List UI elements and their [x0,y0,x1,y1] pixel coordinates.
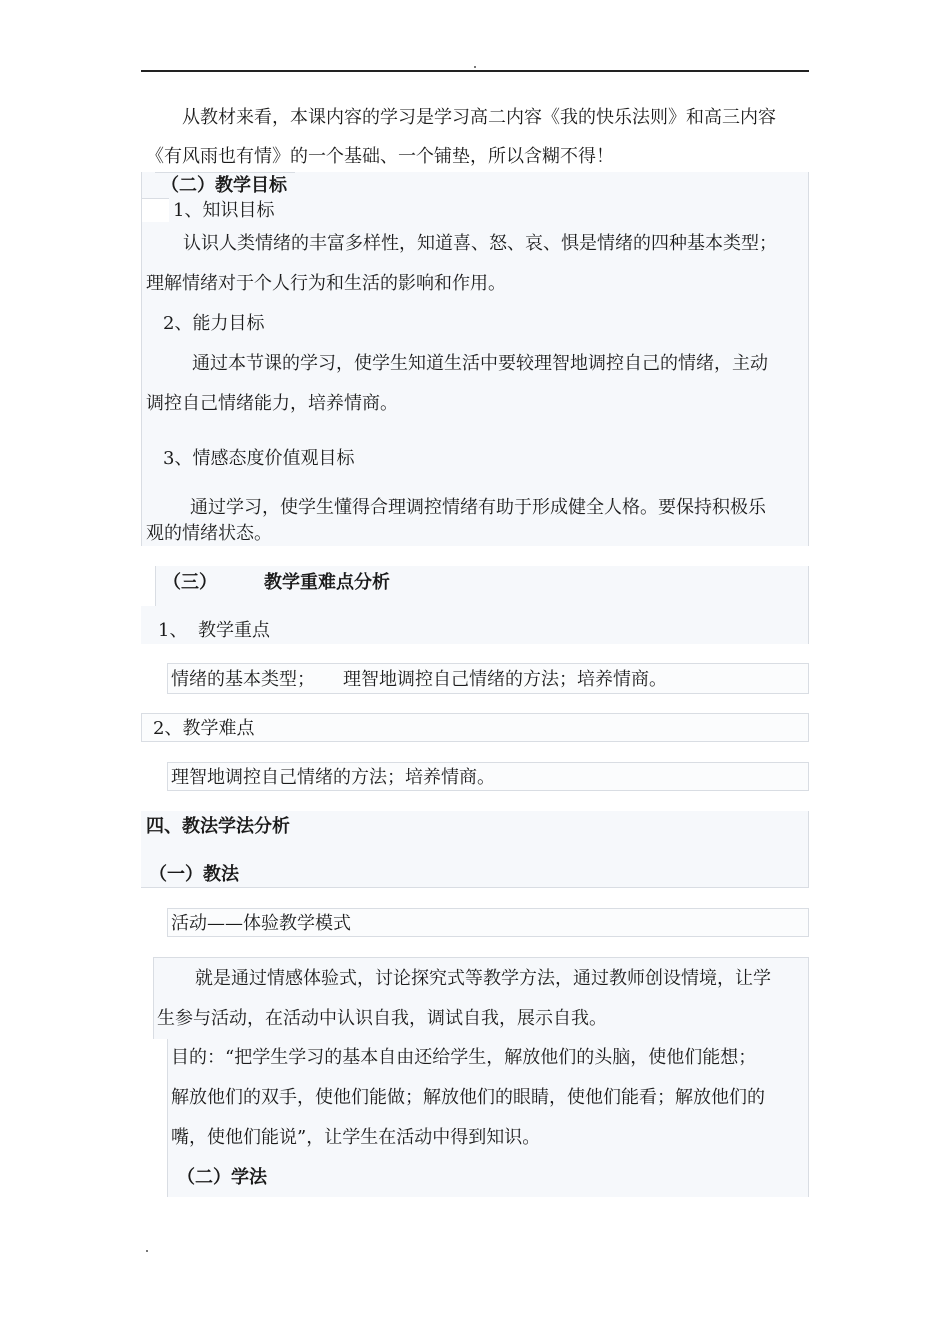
knowledge-title: 1、知识目标 [173,200,275,221]
desc-line-1: 就是通过情感体验式，讨论探究式等教学方法，通过教师创设情境，让学 [195,968,771,989]
purpose-line-1: 目的：“把学生学习的基本自由还给学生，解放他们的头脑，使他们能想； [171,1047,757,1068]
focus-title: 教学重点 [198,620,270,641]
knowledge-title-box [141,198,169,222]
teaching-heading-box [141,851,809,888]
purpose-line-3: 嘴，使他们能说”，让学生在活动中得到知识。 [171,1127,541,1148]
goals-heading-rule [155,172,295,173]
difficulty-content: 理智地调控自己情绪的方法；培养情商。 [171,767,495,788]
keypoints-heading-box [155,566,809,606]
focus-content-a: 情绪的基本类型； [171,669,315,690]
keypoints-heading-text: 教学重难点分析 [264,572,390,593]
focus-content-b: 理智地调控自己情绪的方法；培养情商。 [343,669,667,690]
ability-line-2: 调控自己情绪能力，培养情商。 [146,393,398,414]
learning-heading: （二）学法 [177,1167,267,1188]
knowledge-line-1: 认识人类情绪的丰富多样性，知道喜、怒、哀、惧是情绪的四种基本类型； [183,233,777,254]
keypoints-heading-num: （三） [163,572,217,593]
emotion-line-2: 观的情绪状态。 [146,523,272,544]
teaching-heading: （一）教法 [149,864,239,885]
mode-text: 活动——体验教学模式 [171,913,351,934]
ability-line-1: 通过本节课的学习，使学生知道生活中要较理智地调控自己的情绪，主动 [192,353,768,374]
emotion-title: 3、情感态度价值观目标 [163,448,355,469]
ability-title: 2、能力目标 [163,313,265,334]
goals-heading: （二）教学目标 [161,175,287,196]
knowledge-line-2: 理解情绪对于个人行为和生活的影响和作用。 [146,273,506,294]
intro-line-1: 从教材来看，本课内容的学习是学习高二内容《我的快乐法则》和高三内容 [182,107,776,128]
footer-dot [146,1250,148,1252]
methods-heading: 四、教法学法分析 [146,816,290,837]
focus-num: 1、 [158,620,188,641]
difficulty-title: 2、教学难点 [153,718,255,739]
desc-line-2: 生参与活动，在活动中认识自我，调试自我，展示自我。 [157,1008,607,1029]
intro-line-2: 《有风雨也有情》的一个基础、一个铺垫，所以含糊不得！ [146,146,614,167]
header-rule [141,70,809,72]
emotion-line-1: 通过学习，使学生懂得合理调控情绪有助于形成健全人格。要保持积极乐 [190,497,766,518]
header-dot [474,66,476,68]
purpose-line-2: 解放他们的双手，使他们能做；解放他们的眼睛，使他们能看；解放他们的 [171,1087,765,1108]
